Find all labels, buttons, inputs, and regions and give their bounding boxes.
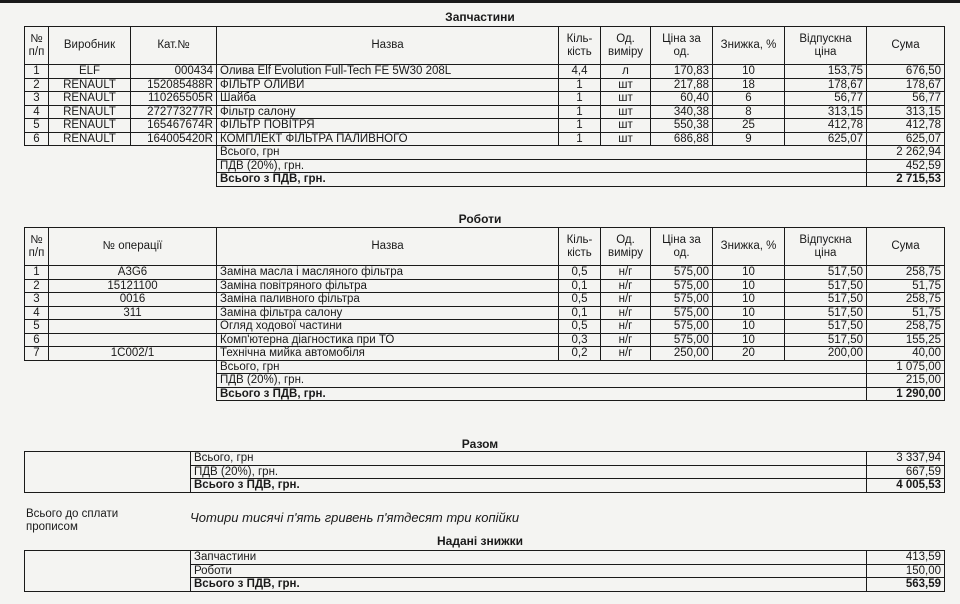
table-cell: 4	[25, 306, 49, 320]
col-header-discount: Знижка, %	[713, 228, 785, 266]
table-cell: 412,78	[785, 119, 867, 133]
table-cell: 10	[713, 306, 785, 320]
table-cell: 0016	[49, 293, 217, 307]
summary-vat-value: 667,59	[867, 465, 945, 479]
table-cell: шт	[601, 132, 651, 146]
table-cell: 517,50	[785, 279, 867, 293]
table-cell: 625,07	[785, 132, 867, 146]
table-cell: RENAULT	[49, 78, 131, 92]
discounts-works-value: 150,00	[867, 564, 945, 578]
table-cell: 1	[559, 92, 601, 106]
table-cell: 0,5	[559, 293, 601, 307]
table-cell: 1	[559, 105, 601, 119]
top-rule	[0, 0, 960, 3]
summary-grand-value: 4 005,53	[867, 479, 945, 493]
amount-in-words-label	[26, 508, 118, 534]
summary-grand-row	[25, 479, 945, 493]
col-header-operation: № операції	[49, 228, 217, 266]
table-cell: 2	[25, 78, 49, 92]
table-cell: 170,83	[651, 65, 713, 79]
table-cell: н/г	[601, 279, 651, 293]
table-cell: Комп'ютерна діагностика при ТО	[217, 333, 559, 347]
table-row	[25, 306, 945, 320]
table-row	[25, 293, 945, 307]
discounts-parts-value: 413,59	[867, 551, 945, 565]
summary-vat-label: ПДВ (20%), грн.	[191, 465, 867, 479]
table-cell: 313,15	[867, 105, 945, 119]
parts-total-label: Всього, грн	[217, 146, 867, 160]
table-cell: Заміна повітряного фільтра	[217, 279, 559, 293]
works-table	[24, 227, 945, 401]
discounts-grand-value: 563,59	[867, 578, 945, 592]
parts-vat-value: 452,59	[867, 159, 945, 173]
col-header-sum: Сума	[867, 228, 945, 266]
table-cell: 258,75	[867, 320, 945, 334]
parts-grand-row	[25, 173, 945, 187]
parts-grand-label: Всього з ПДВ, грн.	[217, 173, 867, 187]
table-cell: 0,3	[559, 333, 601, 347]
table-cell: 51,75	[867, 279, 945, 293]
table-cell: 10	[713, 333, 785, 347]
amount-in-words-label-line2: прописом	[26, 521, 78, 533]
works-grand-label: Всього з ПДВ, грн.	[217, 387, 867, 401]
table-cell: RENAULT	[49, 132, 131, 146]
col-header-name: Назва	[217, 228, 559, 266]
summary-table	[24, 451, 945, 493]
table-cell: 313,15	[785, 105, 867, 119]
table-cell: 4,4	[559, 65, 601, 79]
table-cell: 686,88	[651, 132, 713, 146]
table-cell: 56,77	[785, 92, 867, 106]
table-cell: 178,67	[867, 78, 945, 92]
table-cell: н/г	[601, 333, 651, 347]
table-cell: 1C002/1	[49, 347, 217, 361]
amount-in-words-text: Чотири тисячі п'ять гривень п'ятдесят три копійки	[190, 510, 520, 525]
table-cell: Огляд ходової частини	[217, 320, 559, 334]
works-total-row	[25, 360, 945, 374]
table-cell: 517,50	[785, 266, 867, 280]
table-cell: шт	[601, 119, 651, 133]
table-cell: 575,00	[651, 293, 713, 307]
table-cell: л	[601, 65, 651, 79]
amount-in-words-label-line1: Всього до сплати	[26, 508, 119, 520]
col-header-price: Ціна за од.	[651, 228, 713, 266]
table-cell: н/г	[601, 320, 651, 334]
table-cell: 272773277R	[131, 105, 217, 119]
parts-section-title: Запчастини	[445, 10, 515, 24]
table-cell: шт	[601, 92, 651, 106]
summary-total-value: 3 337,94	[867, 452, 945, 466]
table-cell: 6	[25, 333, 49, 347]
table-cell: 2	[25, 279, 49, 293]
col-header-discount: Знижка, %	[713, 27, 785, 65]
table-row	[25, 119, 945, 133]
table-cell: 20	[713, 347, 785, 361]
table-cell: Технічна мийка автомобіля	[217, 347, 559, 361]
parts-vat-row	[25, 159, 945, 173]
parts-total-value: 2 262,94	[867, 146, 945, 160]
table-cell: 155,25	[867, 333, 945, 347]
table-row	[25, 279, 945, 293]
discounts-parts-label: Запчастини	[191, 551, 867, 565]
table-cell: 258,75	[867, 293, 945, 307]
table-row	[25, 78, 945, 92]
table-cell: 676,50	[867, 65, 945, 79]
table-cell: 0,1	[559, 306, 601, 320]
summary-vat-row	[25, 465, 945, 479]
table-cell: 550,38	[651, 119, 713, 133]
col-header-num: № п/п	[25, 27, 49, 65]
table-cell: н/г	[601, 347, 651, 361]
table-cell: RENAULT	[49, 92, 131, 106]
discounts-parts-row	[25, 551, 945, 565]
table-cell: 8	[713, 105, 785, 119]
table-cell: 7	[25, 347, 49, 361]
table-cell: 25	[713, 119, 785, 133]
table-cell: 625,07	[867, 132, 945, 146]
table-cell: 000434	[131, 65, 217, 79]
table-row	[25, 266, 945, 280]
table-cell: н/г	[601, 293, 651, 307]
table-cell: A3G6	[49, 266, 217, 280]
works-total-value: 1 075,00	[867, 360, 945, 374]
col-header-num: № п/п	[25, 228, 49, 266]
table-row	[25, 132, 945, 146]
table-cell: 517,50	[785, 306, 867, 320]
table-cell: 15121100	[49, 279, 217, 293]
table-cell: 575,00	[651, 320, 713, 334]
parts-table	[24, 26, 945, 187]
table-cell: Заміна фільтра салону	[217, 306, 559, 320]
col-header-qty: Кіль-кість	[559, 228, 601, 266]
table-cell: RENAULT	[49, 105, 131, 119]
table-cell: 0,1	[559, 279, 601, 293]
table-cell: КОМПЛЕКТ ФІЛЬТРА ПАЛИВНОГО	[217, 132, 559, 146]
table-cell: 51,75	[867, 306, 945, 320]
works-total-label: Всього, грн	[217, 360, 867, 374]
table-row	[25, 320, 945, 334]
table-cell: Фільтр салону	[217, 105, 559, 119]
table-cell: 5	[25, 119, 49, 133]
table-cell: 250,00	[651, 347, 713, 361]
works-header-row	[25, 228, 945, 266]
col-header-net-price: Відпускна ціна	[785, 228, 867, 266]
table-cell: 10	[713, 266, 785, 280]
table-cell: 340,38	[651, 105, 713, 119]
table-cell: 200,00	[785, 347, 867, 361]
table-cell: 40,00	[867, 347, 945, 361]
table-cell: 10	[713, 320, 785, 334]
col-header-price: Ціна за од.	[651, 27, 713, 65]
table-cell: 0,2	[559, 347, 601, 361]
works-grand-value: 1 290,00	[867, 387, 945, 401]
summary-section-title: Разом	[461, 437, 499, 451]
col-header-name: Назва	[217, 27, 559, 65]
works-section-title: Роботи	[458, 212, 502, 226]
col-header-unit: Од. виміру	[601, 27, 651, 65]
col-header-sum: Сума	[867, 27, 945, 65]
table-cell: 4	[25, 105, 49, 119]
table-cell: 6	[25, 132, 49, 146]
table-cell: 164005420R	[131, 132, 217, 146]
table-cell: RENAULT	[49, 119, 131, 133]
table-cell: ФІЛЬТР ОЛИВИ	[217, 78, 559, 92]
table-cell: 311	[49, 306, 217, 320]
col-header-catalog: Кат.№	[131, 27, 217, 65]
parts-vat-label: ПДВ (20%), грн.	[217, 159, 867, 173]
table-cell: шт	[601, 105, 651, 119]
table-cell	[49, 333, 217, 347]
table-row	[25, 333, 945, 347]
table-cell: 60,40	[651, 92, 713, 106]
table-cell: шт	[601, 78, 651, 92]
table-cell: 217,88	[651, 78, 713, 92]
discounts-table	[24, 550, 945, 592]
table-cell	[49, 320, 217, 334]
col-header-net-price: Відпускна ціна	[785, 27, 867, 65]
table-cell: Олива Elf Evolution Full-Tech FE 5W30 208L	[217, 65, 559, 79]
discounts-works-label: Роботи	[191, 564, 867, 578]
table-cell: 10	[713, 293, 785, 307]
table-cell: 165467674R	[131, 119, 217, 133]
table-cell: 1	[559, 78, 601, 92]
table-cell: 517,50	[785, 333, 867, 347]
table-cell: 575,00	[651, 266, 713, 280]
summary-grand-label: Всього з ПДВ, грн.	[191, 479, 867, 493]
table-cell: 0,5	[559, 266, 601, 280]
table-cell: Шайба	[217, 92, 559, 106]
table-cell: ФІЛЬТР ПОВІТРЯ	[217, 119, 559, 133]
table-cell: 18	[713, 78, 785, 92]
table-cell: 152085488R	[131, 78, 217, 92]
table-cell: Заміна масла і масляного фільтра	[217, 266, 559, 280]
works-vat-label: ПДВ (20%), грн.	[217, 374, 867, 388]
discounts-grand-label: Всього з ПДВ, грн.	[191, 578, 867, 592]
works-vat-row	[25, 374, 945, 388]
table-row	[25, 65, 945, 79]
table-cell: 9	[713, 132, 785, 146]
table-cell: 178,67	[785, 78, 867, 92]
table-cell: 10	[713, 279, 785, 293]
table-cell: 6	[713, 92, 785, 106]
discounts-grand-row	[25, 578, 945, 592]
col-header-qty: Кіль-кість	[559, 27, 601, 65]
table-cell: ELF	[49, 65, 131, 79]
summary-total-row	[25, 452, 945, 466]
table-cell: 412,78	[867, 119, 945, 133]
table-cell: 10	[713, 65, 785, 79]
table-cell: 1	[559, 119, 601, 133]
table-cell: 1	[25, 266, 49, 280]
table-row	[25, 347, 945, 361]
table-cell: Заміна паливного фільтра	[217, 293, 559, 307]
parts-total-row	[25, 146, 945, 160]
discounts-works-row	[25, 564, 945, 578]
table-cell: 0,5	[559, 320, 601, 334]
table-cell: 575,00	[651, 333, 713, 347]
table-cell: 517,50	[785, 320, 867, 334]
table-cell: н/г	[601, 306, 651, 320]
table-cell: 575,00	[651, 306, 713, 320]
table-cell: н/г	[601, 266, 651, 280]
table-row	[25, 92, 945, 106]
table-cell: 3	[25, 293, 49, 307]
table-cell: 1	[559, 132, 601, 146]
table-cell: 258,75	[867, 266, 945, 280]
table-cell: 575,00	[651, 279, 713, 293]
table-cell: 517,50	[785, 293, 867, 307]
works-vat-value: 215,00	[867, 374, 945, 388]
table-cell: 5	[25, 320, 49, 334]
parts-grand-value: 2 715,53	[867, 173, 945, 187]
works-grand-row	[25, 387, 945, 401]
discounts-section-title: Надані знижки	[436, 534, 524, 548]
summary-total-label: Всього, грн	[191, 452, 867, 466]
table-cell: 3	[25, 92, 49, 106]
col-header-unit: Од. виміру	[601, 228, 651, 266]
table-cell: 153,75	[785, 65, 867, 79]
table-cell: 1	[25, 65, 49, 79]
table-cell: 110265505R	[131, 92, 217, 106]
table-cell: 56,77	[867, 92, 945, 106]
table-row	[25, 105, 945, 119]
parts-header-row	[25, 27, 945, 65]
col-header-maker: Виробник	[49, 27, 131, 65]
